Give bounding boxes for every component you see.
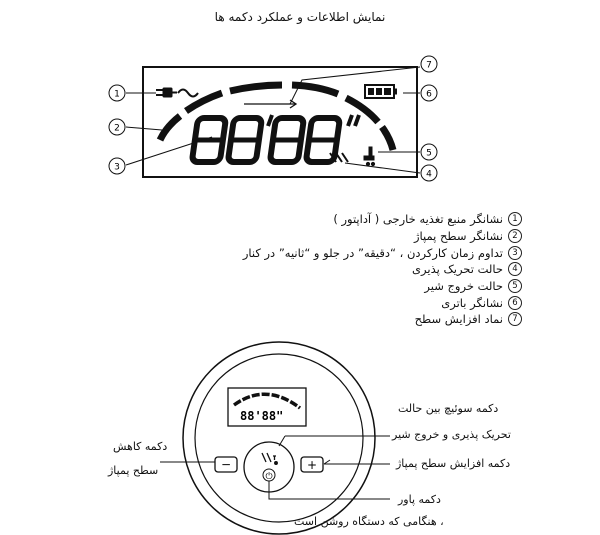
device-body — [183, 342, 375, 534]
digit-3 — [270, 118, 304, 162]
digit-1 — [192, 118, 226, 162]
legend-text: حالت خروج شیر — [424, 279, 503, 294]
plus-button[interactable] — [301, 457, 323, 472]
legend-text: نماد افزایش سطح — [414, 312, 503, 327]
legend-text: نشانگر منبع تغذیه خارجی ( آداپتور ) — [333, 212, 503, 227]
legend-item-7 — [202, 311, 522, 328]
legend-number: 7 — [508, 312, 522, 326]
faucet-icon — [364, 147, 375, 166]
legend-text: نشانگر باتری — [441, 295, 503, 310]
legend-text: تداوم زمان کارکردن ، “دقیقه” در جلو و “ثانیه” در کنار — [242, 245, 503, 260]
callout-7: 7 — [426, 60, 432, 71]
decrease-label-line1: دکمه کاهش — [113, 440, 168, 453]
legend-list — [202, 211, 522, 328]
lcd-digits — [192, 115, 359, 162]
power-label-line1: دکمه پاور — [398, 493, 441, 506]
mini-lcd-digits: 88'88" — [240, 409, 284, 423]
legend-item-4 — [202, 261, 522, 278]
arc-segment-1 — [160, 116, 180, 140]
legend-number: 5 — [508, 279, 522, 293]
legend-number: 4 — [508, 262, 522, 276]
second-mark-2 — [355, 115, 359, 126]
decrease-label-line2: سطح پمپاژ — [108, 464, 159, 477]
power-icon: ⏻ — [265, 472, 273, 482]
power-label-line2: ، هنگامی که دستگاه روشن است — [294, 515, 444, 528]
plus-symbol: + — [306, 458, 318, 472]
mini-lcd — [228, 388, 306, 426]
callout-4: 4 — [426, 169, 432, 180]
legend-number: 3 — [508, 246, 522, 260]
legend-item-6 — [202, 294, 522, 311]
increase-label: دکمه افزایش سطح پمپاژ — [396, 457, 511, 470]
legend-item-1 — [202, 211, 522, 228]
plug-icon — [156, 88, 177, 97]
mode-switch-label-line1: دکمه سوئیچ بین حالت — [398, 402, 499, 415]
callout-5: 5 — [426, 148, 432, 159]
wave-icon — [178, 90, 198, 97]
legend-number: 1 — [508, 212, 522, 226]
arc-segment-3 — [230, 85, 282, 91]
arc-segment-6 — [382, 127, 393, 150]
legend-item-3 — [202, 244, 522, 261]
legend-text: نشانگر سطح پمپاژ — [413, 229, 503, 244]
legend-text: حالت تحریک پذیری — [412, 262, 503, 277]
digit-2 — [228, 118, 262, 162]
callout-3: 3 — [114, 162, 120, 173]
level-increase-symbol — [244, 100, 296, 108]
callout-2: 2 — [114, 123, 120, 134]
callout-1: 1 — [114, 89, 120, 100]
legend-item-5 — [202, 278, 522, 295]
minute-mark — [268, 115, 272, 126]
legend-number: 2 — [508, 229, 522, 243]
legend-number: 6 — [508, 296, 522, 310]
battery-icon — [365, 85, 397, 98]
mode-switch-label-line2: تحریک پذیری و خروج شیر — [392, 428, 511, 441]
minus-symbol: − — [220, 457, 232, 472]
digit-4 — [306, 118, 340, 162]
second-mark-1 — [348, 115, 352, 126]
callout-6: 6 — [426, 89, 432, 100]
minus-button[interactable] — [215, 457, 237, 472]
page-title: نمایش اطلاعات و عملکرد دکمه ها — [214, 10, 386, 24]
legend-item-2 — [202, 228, 522, 245]
